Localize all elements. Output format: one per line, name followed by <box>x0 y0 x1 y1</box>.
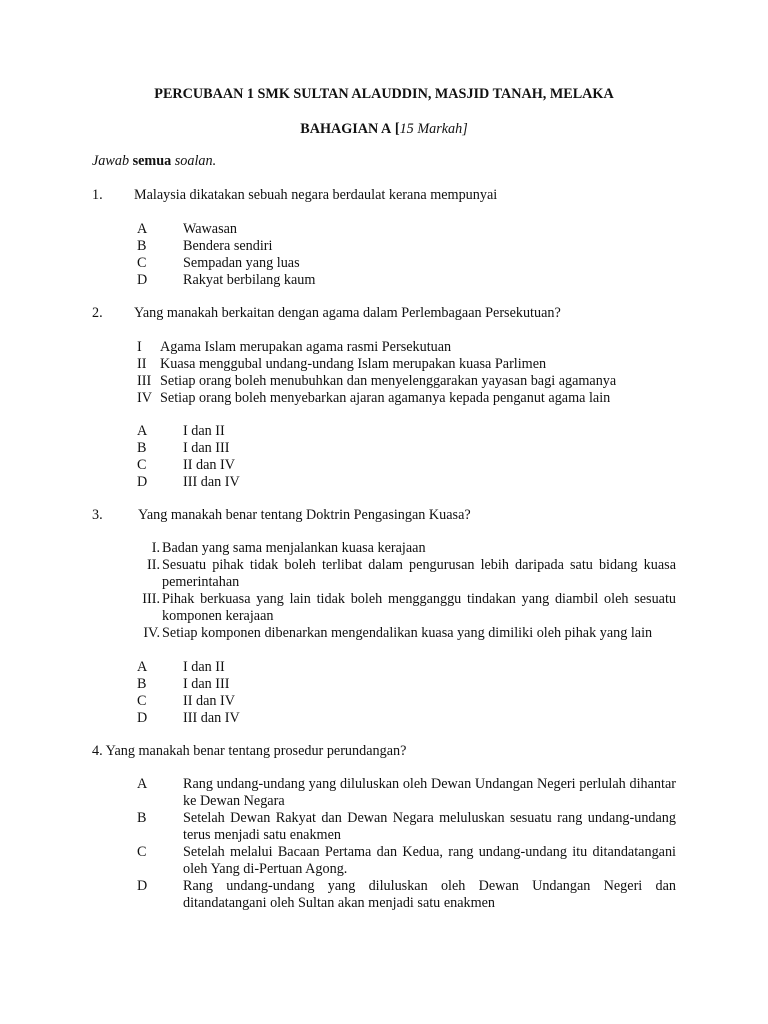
instructions <box>92 153 216 170</box>
q2-statement-number: III <box>137 373 152 389</box>
q3-statement-number: I. <box>151 540 160 556</box>
instr-word-2: semua <box>132 153 172 169</box>
section-name: BAHAGIAN A <box>300 121 392 137</box>
q1-number: 1. <box>92 187 103 203</box>
q3-statement-text: Sesuatu pihak tidak boleh terlibat dalam pengurusan lebih daripada satu bidang kuasa pemerintahan <box>162 557 676 590</box>
q2-statement-number: IV <box>137 390 152 406</box>
q2-option-letter[interactable]: C <box>137 457 147 473</box>
q2-option-text: II dan IV <box>183 457 235 473</box>
section-bracket: [ <box>394 121 400 137</box>
q3-option-text: I dan II <box>183 659 225 675</box>
q4-option-letter[interactable]: B <box>137 810 147 826</box>
q2-statement-number: II <box>137 356 147 372</box>
q2-option-text: III dan IV <box>183 474 240 490</box>
q3-statement-text: Badan yang sama menjalankan kuasa kerajaan <box>162 540 426 556</box>
q3-option-letter[interactable]: C <box>137 693 147 709</box>
q1-option-text: Rakyat berbilang kaum <box>183 272 316 288</box>
q2-statement-text: Agama Islam merupakan agama rasmi Persekutuan <box>160 339 452 355</box>
q4-option-text: Rang undang-undang yang diluluskan oleh Dewan Undangan Negeri dan ditandatangani oleh Sultan akan menjadi satu enakmen <box>183 878 676 911</box>
q3-option-letter[interactable]: A <box>137 659 148 675</box>
q3-number: 3. <box>92 507 103 523</box>
q4-option-letter[interactable]: D <box>137 878 148 894</box>
q3-option-letter[interactable]: D <box>137 710 148 726</box>
q3-option-text: II dan IV <box>183 693 235 709</box>
q2-statement-number: I <box>137 339 142 355</box>
q1-text: Malaysia dikatakan sebuah negara berdaulat kerana mempunyai <box>134 187 498 203</box>
q3-statement-text: Pihak berkuasa yang lain tidak boleh mengganggu tindakan yang diambil oleh sesuatu komponen kerajaan <box>162 591 676 624</box>
exam-title: PERCUBAAN 1 SMK SULTAN ALAUDDIN, MASJID TANAH, MELAKA <box>154 86 614 102</box>
q4-option-letter[interactable]: C <box>137 844 147 860</box>
q1-option-letter[interactable]: C <box>137 255 147 271</box>
q2-option-letter[interactable]: B <box>137 440 147 456</box>
q1-option-text: Bendera sendiri <box>183 238 273 254</box>
q2-number: 2. <box>92 305 103 321</box>
q1-option-text: Sempadan yang luas <box>183 255 300 271</box>
q2-statement-text: Setiap orang boleh menyebarkan ajaran agamanya kepada penganut agama lain <box>160 390 611 406</box>
q4-text: 4. Yang manakah benar tentang prosedur perundangan? <box>92 743 407 759</box>
q2-option-letter[interactable]: A <box>137 423 148 439</box>
instr-word-3: soalan. <box>174 153 217 169</box>
section-marks: 15 Markah] <box>399 121 468 137</box>
q3-option-letter[interactable]: B <box>137 676 147 692</box>
q2-statement-text: Kuasa menggubal undang-undang Islam merupakan kuasa Parlimen <box>160 356 547 372</box>
q4-option-text: Rang undang-undang yang diluluskan oleh Dewan Undangan Negeri perlulah dihantar ke Dewan Negara <box>183 776 676 809</box>
q1-option-letter[interactable]: B <box>137 238 147 254</box>
q2-option-letter[interactable]: D <box>137 474 148 490</box>
section-heading <box>0 121 768 138</box>
q3-statement-number: III. <box>142 591 160 607</box>
q4-option-letter[interactable]: A <box>137 776 148 792</box>
q4-option-text: Setelah melalui Bacaan Pertama dan Kedua, rang undang-undang itu ditandatangani oleh Yang di-Pertuan Agong. <box>183 844 676 877</box>
q1-option-text: Wawasan <box>183 221 238 237</box>
q3-option-text: III dan IV <box>183 710 240 726</box>
q3-statement-number: IV. <box>143 625 160 641</box>
q4-option-text: Setelah Dewan Rakyat dan Dewan Negara meluluskan sesuatu rang undang-undang terus menjadi satu enakmen <box>183 810 676 843</box>
q1-option-letter[interactable]: D <box>137 272 148 288</box>
q2-statement-text: Setiap orang boleh menubuhkan dan menyelenggarakan yayasan bagi agamanya <box>160 373 617 389</box>
q3-statement-text: Setiap komponen dibenarkan mengendalikan kuasa yang dimiliki oleh pihak yang lain <box>162 625 653 641</box>
q1-option-letter[interactable]: A <box>137 221 148 237</box>
q3-text: Yang manakah benar tentang Doktrin Pengasingan Kuasa? <box>138 507 471 523</box>
q3-option-text: I dan III <box>183 676 230 692</box>
q3-statement-number: II. <box>147 557 160 573</box>
q2-text: Yang manakah berkaitan dengan agama dalam Perlembagaan Persekutuan? <box>134 305 561 321</box>
instr-word-1: Jawab <box>92 153 130 169</box>
q2-option-text: I dan III <box>183 440 230 456</box>
q2-option-text: I dan II <box>183 423 225 439</box>
